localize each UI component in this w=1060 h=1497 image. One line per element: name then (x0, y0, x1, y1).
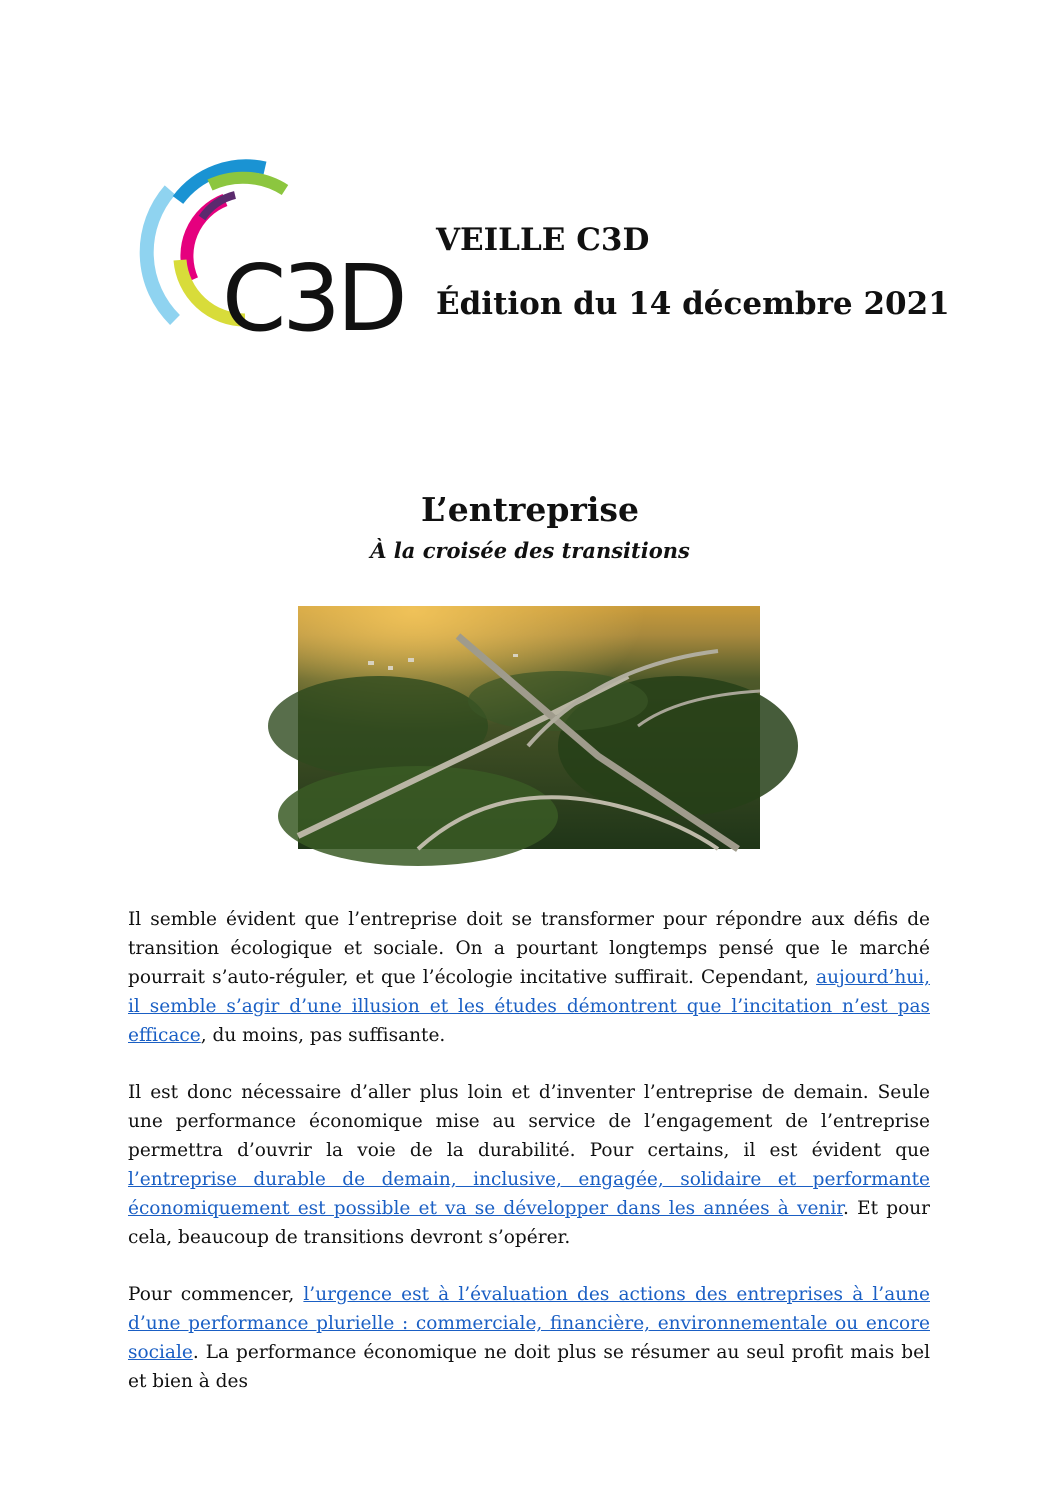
section-subtitle: À la croisée des transitions (370, 538, 690, 563)
paragraph-1: Il semble évident que l’entreprise doit se transformer pour répondre aux défis de transition écologique et sociale. On a pourtant longtemps pensé que le marché pourrait s’auto-réguler, et que l’écologie incitative suffirait. Cependant, aujourd’hui, il semble s’agir d’une illusion et les études démontrent que l’incitation n’est pas efficace, du moins, pas suffisante. (128, 909, 930, 1046)
link-entreprise-durable[interactable]: l’entreprise durable de demain, inclusive, engagée, solidaire et performante économiquement est possible et va se développer dans les années à venir (128, 1169, 930, 1219)
paragraph-3: Pour commencer, l’urgence est à l’évaluation des actions des entreprises à l’aune d’une performance plurielle : commerciale, financière, environnementale ou encore sociale. La performance économique ne doit plus se résumer au seul profit mais bel et bien à des (128, 1284, 930, 1392)
c3d-logo-icon (130, 150, 404, 360)
link-performance-plurielle[interactable]: l’urgence est à l’évaluation des actions des entreprises à l’aune d’une performance plurielle : commerciale, financière, environnementale ou encore sociale (128, 1284, 930, 1363)
logo-text: C3D (222, 245, 404, 352)
newsletter-title: VEILLE C3D (436, 222, 650, 258)
section-title: L’entreprise (421, 490, 639, 529)
edition-date: Édition du 14 décembre 2021 (436, 286, 950, 322)
paragraph-2: Il est donc nécessaire d’aller plus loin et d’inventer l’entreprise de demain. Seule une performance économique mise au service de l’engagement de l’entreprise permettra d’ouvrir la voie de la durabilité. Pour certains, il est évident que l’entreprise durable de demain, inclusive, engagée, solidaire et performante économiquement est possible et va se développer dans les années à venir. Et pour cela, beaucoup de transitions devront s’opérer. (128, 1082, 930, 1248)
article-body (128, 905, 930, 1424)
c3d-logo (130, 150, 404, 360)
header-block (436, 220, 950, 324)
aerial-highway-photo (298, 606, 760, 849)
link-illusion-incitation[interactable]: aujourd’hui, il semble s’agir d’une illusion et les études démontrent que l’incitation n’est pas efficace (128, 967, 930, 1046)
